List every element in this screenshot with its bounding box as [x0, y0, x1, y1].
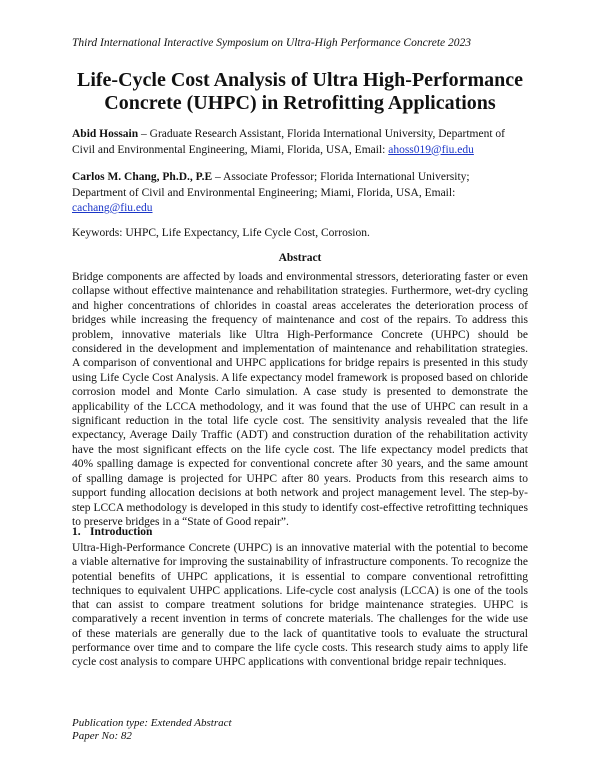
author-role: – Graduate Research Assistant, Florida International University, Department of [138, 128, 505, 140]
introduction-body [72, 541, 528, 670]
section-heading-introduction [72, 525, 528, 539]
abstract-line: collapse without effective maintenance and rehabilitation strategies. Furthermore, wet-dry cycling [72, 285, 528, 298]
introduction-line: cycle cost analysis to compare UHPC applications with conventional bridge repair techniques. [72, 656, 507, 669]
abstract-line: have the most significant effects on the life cycle cost. The life expectancy model predicts that [72, 443, 528, 456]
introduction-line: Ultra-High-Performance Concrete (UHPC) is an innovative material with the potential to become [72, 542, 528, 554]
abstract-line: problem, innovative materials like Ultra High-Performance Concrete (UHPC) should be [72, 328, 528, 341]
abstract-line: applicability of the LCCA methodology, and it was found that the use of UHPC can result in a [72, 400, 528, 413]
title-line: Concrete (UHPC) in Retrofitting Applications [104, 92, 496, 114]
introduction-line: techniques to equivalent UHPC applications. Life-cycle cost analysis (LCCA) is one of the tools [72, 584, 528, 597]
abstract-line: step LCCA methodology is developed in this study to identify cost-effective retrofitting techniques [72, 501, 528, 514]
author-affiliation-1 [72, 127, 532, 158]
abstract-line: significant reduction in the total life cycle cost. The sensitivity analysis revealed that the life [72, 415, 528, 428]
introduction-line: performance over time and to compare the life cycle costs. This research study aims to apply life [72, 642, 528, 655]
abstract-line: 40% spalling damage is expected for conventional concrete after 30 years, and the same amount [72, 458, 528, 471]
author-name: Carlos M. Chang, Ph.D., P.E [72, 171, 213, 183]
abstract-line: bridges while increasing the frequency of maintenance and cost of the repairs. To address this [72, 314, 528, 327]
introduction-line: potential benefits of UHPC applications, it is essential to compare conventional retrofitting [72, 570, 528, 583]
abstract-line: of spalling damage is projected for UHPC after 80 years. Products from this research aims to [72, 472, 528, 485]
author-affiliation-2 [72, 170, 532, 217]
abstract-line: and higher concentrations of chlorides in coastal areas accelerates the deterioration process of [72, 299, 528, 312]
paper-title [60, 69, 540, 115]
abstract-line: A comparison of conventional and UHPC applications for bridge repairs is presented in this study [72, 357, 528, 370]
introduction-line: that can assist to compare treatment solutions for bridge maintenance strategies. UHPC is [72, 599, 528, 612]
author-department: Civil and Environmental Engineering, Miami, Florida, USA, Email: [72, 143, 389, 156]
running-header: Third International Interactive Symposium on Ultra-High Performance Concrete 2023 [72, 37, 472, 49]
author-role: – Associate Professor; Florida International University; [212, 171, 470, 183]
abstract-line: considered in the development and implementation of maintenance and rehabilitation strategies. [72, 343, 528, 356]
abstract-line: Bridge components are affected by loads and environmental stressors, deteriorating faster or even [72, 271, 528, 283]
abstract-heading: Abstract [278, 252, 322, 264]
abstract-body [72, 270, 528, 529]
section-number: 1. [72, 526, 81, 538]
author-line [72, 201, 532, 217]
abstract-line: expectancy, Average Daily Traffic (ADT) and construction duration of the rehabilitation activity [72, 429, 528, 442]
abstract-line: to preserve bridges in a “State of Good repair”. [72, 515, 289, 528]
author-email-link[interactable]: cachang@fiu.edu [72, 202, 153, 214]
abstract-line: corrosion model and Monte Carlo simulation. A case study is presented to demonstrate the [72, 386, 528, 399]
author-email-link[interactable]: ahoss019@fiu.edu [388, 143, 474, 156]
author-name: Abid Hossain [72, 128, 139, 140]
abstract-line: using Life Cycle Cost Analysis. A life expectancy model framework is proposed based on chloride [72, 371, 528, 384]
publication-type: Publication type: Extended Abstract [72, 717, 232, 729]
introduction-line: comparatively a recent invention in terms of concrete materials. The challenges for the wide use [72, 613, 528, 626]
author-line [72, 127, 532, 143]
author-line [72, 170, 532, 186]
section-title: Introduction [90, 526, 153, 538]
introduction-line: a viable alternative for improving the sustainability of infrastructure components. To recognize the [72, 556, 528, 569]
author-line [72, 143, 532, 159]
paper-number: Paper No: 82 [72, 730, 132, 742]
introduction-line: of these materials are generally due to the lack of quantitative tools to evaluate the structural [72, 627, 528, 640]
page-footer [72, 717, 372, 743]
title-line: Life-Cycle Cost Analysis of Ultra High-Performance [76, 69, 523, 91]
abstract-line: support funding allocation decisions at both network and project management level. The step-by- [72, 487, 528, 500]
author-department: Department of Civil and Environmental Engineering; Miami, Florida, USA, Email: [72, 186, 456, 199]
keywords: Keywords: UHPC, Life Expectancy, Life Cycle Cost, Corrosion. [72, 227, 370, 239]
